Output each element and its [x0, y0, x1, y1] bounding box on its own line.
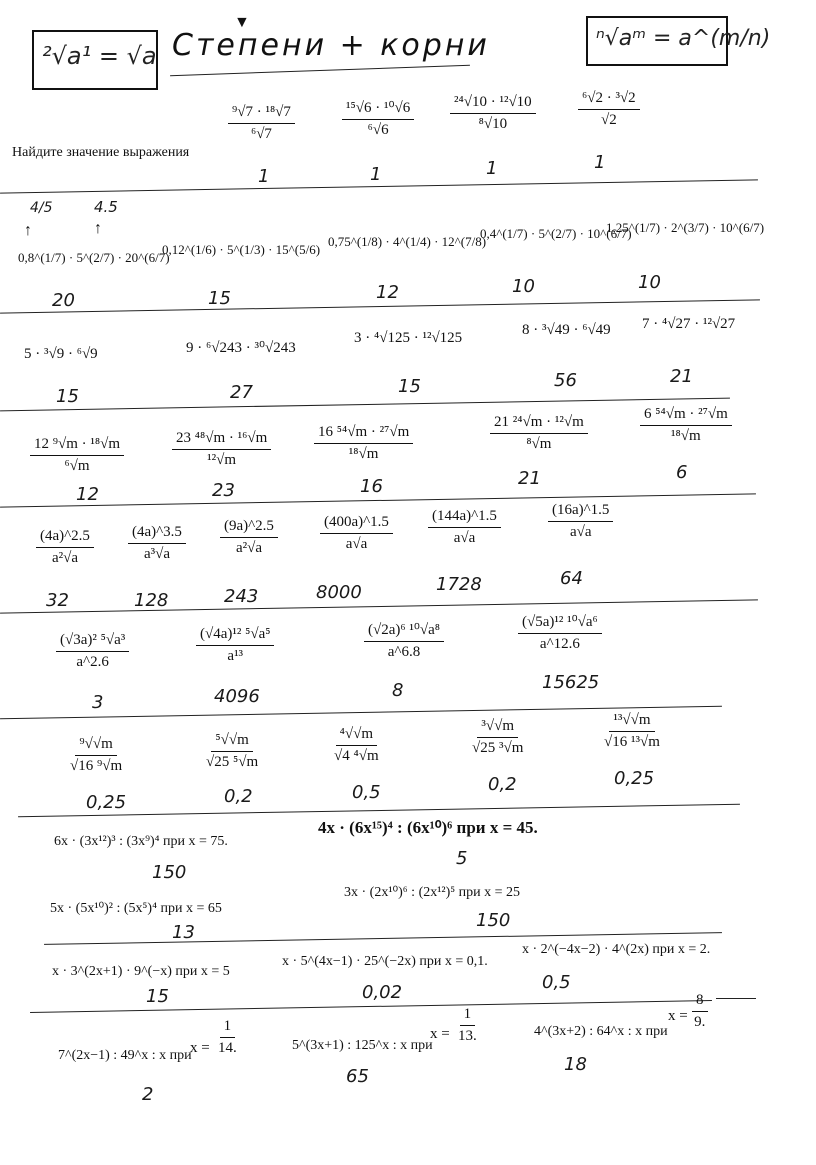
- r3-expr-2: 9 · ⁶√243 · ³⁰√243: [186, 340, 296, 356]
- r2-expr-3: 0,75^(1/8) · 4^(1/4) · 12^(7/8): [328, 234, 487, 249]
- up-arrow-icon-2: ↑: [94, 220, 102, 237]
- r1-num-4: ⁶√2 · ³√2: [578, 90, 640, 110]
- r3-expr-1: 5 · ³√9 · ⁶√9: [24, 346, 98, 362]
- r7-num-3: ⁴√√m: [336, 726, 377, 746]
- r10-frac-num-1: 1: [220, 1018, 236, 1038]
- r7-den-1: √16 ⁹√m: [70, 758, 123, 774]
- right-formula: ⁿ√aᵐ = a^(m/n): [596, 26, 771, 51]
- r5-expr-3: [220, 518, 278, 557]
- r5-num-3: (9a)^2.5: [220, 518, 278, 538]
- r10-cond-2: x =: [430, 1026, 450, 1042]
- title-underline: [170, 65, 470, 76]
- r1-den-3: ⁸√10: [478, 116, 508, 132]
- r10-frac-num-2: 1: [460, 1006, 476, 1026]
- left-formula: ²√a¹ = √a: [42, 42, 157, 70]
- r1-num-3: ²⁴√10 · ¹²√10: [450, 94, 536, 114]
- r2-note-b: 4.5: [94, 198, 118, 216]
- r2-answer-3: 12: [376, 282, 399, 303]
- r8-expr-4: 3x · (2x¹⁰)⁶ : (2x¹²)⁵ при x = 25: [344, 885, 521, 900]
- r4-num-4: 21 ²⁴√m · ¹²√m: [490, 414, 588, 434]
- r3-answer-3: 15: [398, 376, 421, 397]
- r6-den-1: a^2.6: [76, 654, 109, 670]
- r5-den-4: a√a: [345, 536, 368, 552]
- r5-expr-4: [320, 514, 393, 553]
- r1-num-2: ¹⁵√6 · ¹⁰√6: [342, 98, 414, 120]
- r3-answer-2: 27: [230, 382, 253, 403]
- corner-dash: [716, 998, 756, 999]
- r2-answer-4: 10: [512, 276, 535, 297]
- r7-expr-4: [472, 718, 523, 757]
- r6-num-2: (√4a)¹² ⁵√a⁵: [196, 626, 274, 646]
- r4-num-1: 12 ⁹√m · ¹⁸√m: [30, 436, 124, 456]
- r7-num-2: ⁵√√m: [211, 732, 252, 752]
- r2-note-a: 4/5: [30, 200, 53, 216]
- r4-num-3: 16 ⁵⁴√m · ²⁷√m: [314, 424, 413, 444]
- r9-expr-3: x · 2^(−4x−2) · 4^(2x) при x = 2.: [522, 942, 711, 957]
- r4-den-3: ¹⁸√m: [348, 446, 379, 462]
- r6-answer-2: 4096: [214, 686, 260, 707]
- r10-answer-1: 2: [142, 1084, 154, 1105]
- r4-expr-2: [172, 430, 271, 469]
- r7-num-4: ³√√m: [477, 718, 518, 738]
- r8-answer-2: 5: [456, 848, 468, 869]
- r7-answer-3: 0,5: [352, 782, 381, 803]
- r8-answer-4: 150: [476, 910, 511, 931]
- r7-answer-5: 0,25: [614, 768, 655, 789]
- r1-expr-1: [228, 104, 295, 143]
- down-arrow-icon: ▼: [234, 14, 250, 31]
- r7-num-5: ¹³√√m: [609, 712, 654, 732]
- r6-num-4: (√5a)¹² ¹⁰√a⁶: [518, 612, 602, 634]
- r1-answer-1: 1: [258, 166, 270, 187]
- r6-answer-1: 3: [92, 692, 104, 713]
- r7-answer-4: 0,2: [488, 774, 517, 795]
- r5-num-6: (16a)^1.5: [548, 502, 613, 522]
- r10-cond-1: x =: [190, 1040, 210, 1056]
- r6-den-4: a^12.6: [539, 636, 580, 652]
- r1-den-1: ⁶√7: [250, 126, 272, 142]
- r9-answer-1: 15: [146, 986, 169, 1007]
- r4-den-4: ⁸√m: [526, 436, 552, 452]
- page-title: Степени + корни: [172, 28, 490, 63]
- r5-den-1: a²√a: [51, 550, 78, 566]
- r2-expr-1: 0,8^(1/7) · 5^(2/7) · 20^(6/7): [18, 250, 170, 265]
- r4-expr-1: [30, 436, 124, 475]
- r1-answer-3: 1: [486, 158, 498, 179]
- r5-answer-3: 243: [224, 586, 259, 607]
- r7-expr-5: [604, 712, 660, 751]
- r4-den-2: ¹²√m: [207, 452, 237, 468]
- r7-num-1: ⁹√√m: [75, 736, 116, 756]
- r2-expr-4: 0,4^(1/7) · 5^(2/7) · 10^(6/7): [480, 226, 632, 241]
- r9-expr-1: x · 3^(2x+1) · 9^(−x) при x = 5: [52, 964, 230, 979]
- r7-den-5: √16 ¹³√m: [604, 734, 660, 750]
- r2-expr-5: 1,25^(1/7) · 2^(3/7) · 10^(6/7): [606, 220, 765, 235]
- r8-expr-1: 6x · (3x¹²)³ : (3x⁹)⁴ при x = 75.: [54, 834, 228, 849]
- r10-cond-3: x =: [668, 1008, 688, 1024]
- r1-expr-4: [578, 90, 640, 129]
- r10-frac-num-3: 8: [692, 992, 708, 1012]
- r1-expr-2: [342, 98, 414, 139]
- r10-answer-2: 65: [346, 1066, 369, 1087]
- r5-den-5: a√a: [453, 530, 476, 546]
- r3-answer-4: 56: [554, 370, 577, 391]
- r7-answer-1: 0,25: [86, 792, 127, 813]
- r3-answer-5: 21: [670, 366, 693, 387]
- r6-den-2: a¹³: [227, 648, 244, 664]
- r5-num-5: (144a)^1.5: [428, 508, 501, 528]
- r1-answer-2: 1: [370, 164, 382, 185]
- r9-answer-3: 0,5: [542, 972, 571, 993]
- r4-expr-3: [314, 424, 413, 463]
- r5-expr-1: [36, 528, 94, 567]
- divider-5: [0, 599, 758, 613]
- divider-7: [18, 804, 740, 818]
- r5-den-6: a√a: [569, 524, 592, 540]
- r5-den-2: a³√a: [143, 546, 170, 562]
- r10-frac-den-1: 14.: [218, 1040, 237, 1056]
- r10-frac-den-3: 9.: [694, 1014, 706, 1030]
- r1-num-1: ⁹√7 · ¹⁸√7: [228, 104, 295, 124]
- r3-expr-4: 8 · ³√49 · ⁶√49: [522, 322, 611, 338]
- r6-answer-4: 15625: [542, 672, 600, 693]
- r10-expr-3: 4^(3x+2) : 64^x : x при: [534, 1024, 668, 1039]
- r5-num-1: (4a)^2.5: [36, 528, 94, 548]
- r3-answer-1: 15: [56, 386, 79, 407]
- r2-answer-1: 20: [52, 290, 75, 311]
- r5-answer-4: 8000: [316, 582, 362, 603]
- r7-expr-1: [70, 736, 122, 775]
- r8-answer-3: 13: [172, 922, 195, 943]
- r2-answer-2: 15: [208, 288, 231, 309]
- r10-frac-3: [692, 992, 708, 1031]
- r10-answer-3: 18: [564, 1054, 587, 1075]
- r6-den-3: a^6.8: [387, 644, 421, 660]
- task-prompt: Найдите значение выражения: [12, 145, 190, 160]
- r4-answer-5: 6: [676, 462, 688, 483]
- r3-expr-3: 3 · ⁴√125 · ¹²√125: [354, 330, 463, 346]
- r4-den-1: ⁶√m: [64, 458, 90, 474]
- r5-expr-2: [128, 524, 186, 563]
- r8-expr-2: 4x · (6x¹⁵)⁴ : (6x¹⁰)⁶ при x = 45.: [318, 818, 538, 837]
- r7-expr-3: [334, 726, 379, 765]
- r5-den-3: a²√a: [235, 540, 262, 556]
- r4-num-5: 6 ⁵⁴√m · ²⁷√m: [640, 406, 732, 426]
- r6-num-3: (√2a)⁶ ¹⁰√a⁸: [364, 620, 444, 642]
- r5-num-4: (400a)^1.5: [320, 514, 393, 534]
- r2-expr-2: 0,12^(1/6) · 5^(1/3) · 15^(5/6): [162, 242, 321, 257]
- r10-frac-den-2: 13.: [458, 1028, 477, 1044]
- r4-expr-4: [490, 414, 588, 453]
- r1-den-2: ⁶√6: [367, 122, 389, 138]
- divider-3: [0, 398, 730, 412]
- r4-answer-1: 12: [76, 484, 99, 505]
- r10-frac-1: [218, 1018, 237, 1057]
- r7-answer-2: 0,2: [224, 786, 253, 807]
- r4-answer-3: 16: [360, 476, 383, 497]
- r6-expr-2: [196, 626, 274, 665]
- r6-expr-1: [56, 632, 129, 671]
- r5-expr-5: [428, 508, 501, 547]
- r1-answer-4: 1: [594, 152, 606, 173]
- r5-answer-5: 1728: [436, 574, 482, 595]
- r7-den-4: √25 ³√m: [472, 740, 524, 756]
- r10-expr-2: 5^(3x+1) : 125^x : x при: [292, 1038, 433, 1053]
- r1-den-4: √2: [600, 112, 617, 128]
- r5-answer-6: 64: [560, 568, 583, 589]
- r10-frac-2: [458, 1006, 477, 1045]
- r6-num-1: (√3a)² ⁵√a³: [56, 632, 129, 652]
- r4-num-2: 23 ⁴⁸√m · ¹⁶√m: [172, 430, 271, 450]
- r2-answer-5: 10: [638, 272, 661, 293]
- r6-expr-4: [518, 612, 602, 653]
- r4-expr-5: [640, 406, 732, 445]
- r9-answer-2: 0,02: [362, 982, 403, 1003]
- up-arrow-icon-1: ↑: [24, 222, 32, 239]
- r8-expr-3: 5x · (5x¹⁰)² : (5x⁵)⁴ при x = 65: [50, 901, 222, 916]
- r1-expr-3: [450, 94, 536, 133]
- r7-expr-2: [206, 732, 258, 771]
- r8-answer-1: 150: [152, 862, 187, 883]
- r5-expr-6: [548, 502, 613, 541]
- r5-num-2: (4a)^3.5: [128, 524, 186, 544]
- r3-expr-5: 7 · ⁴√27 · ¹²√27: [642, 316, 736, 332]
- r9-expr-2: x · 5^(4x−1) · 25^(−2x) при x = 0,1.: [282, 954, 488, 969]
- r5-answer-1: 32: [46, 590, 69, 611]
- r5-answer-2: 128: [134, 590, 169, 611]
- r10-expr-1: 7^(2x−1) : 49^x : x при: [58, 1048, 192, 1063]
- r7-den-3: √4 ⁴√m: [334, 748, 379, 764]
- r6-answer-3: 8: [392, 680, 404, 701]
- r4-answer-4: 21: [518, 468, 541, 489]
- r7-den-2: √25 ⁵√m: [206, 754, 259, 770]
- r4-answer-2: 23: [212, 480, 235, 501]
- r4-den-5: ¹⁸√m: [671, 428, 701, 444]
- r6-expr-3: [364, 620, 444, 661]
